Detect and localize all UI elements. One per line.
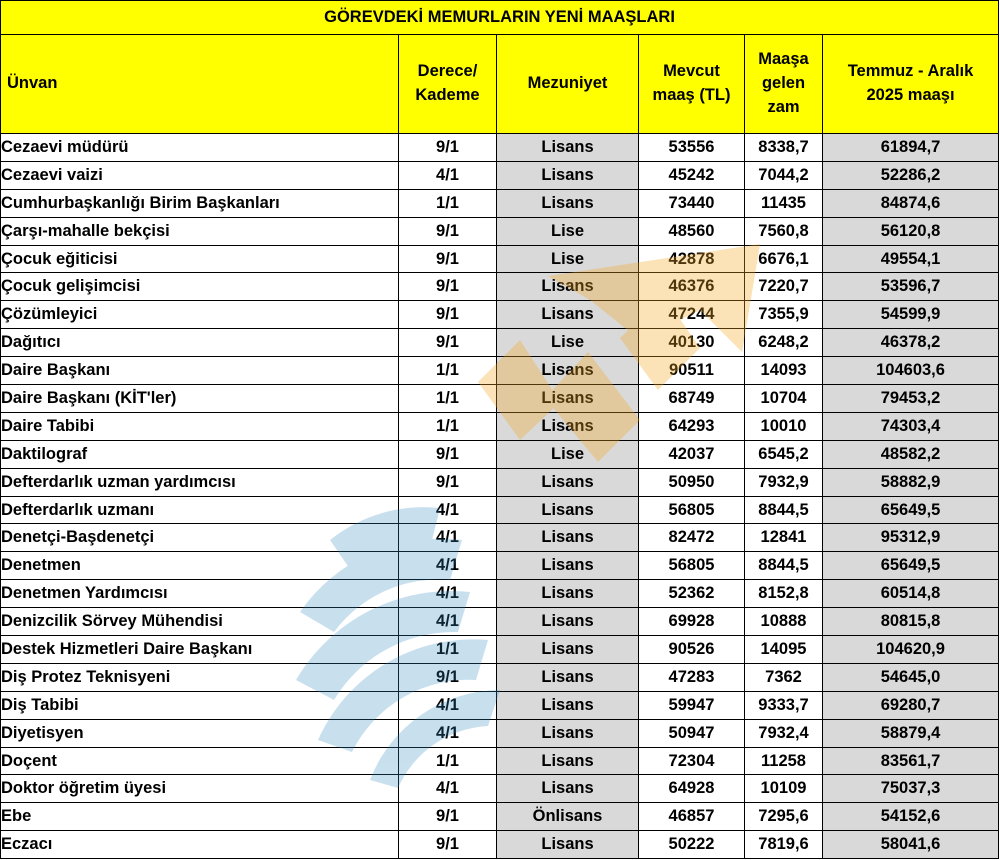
cell-current-salary: 47244 [639, 301, 745, 329]
cell-raise: 9333,7 [745, 691, 823, 719]
cell-raise: 6545,2 [745, 440, 823, 468]
cell-grade: 9/1 [399, 273, 497, 301]
cell-grade: 4/1 [399, 496, 497, 524]
cell-education: Lisans [497, 580, 639, 608]
cell-grade: 9/1 [399, 301, 497, 329]
cell-current-salary: 68749 [639, 385, 745, 413]
table-row [1, 245, 999, 273]
cell-title: Daire Başkanı [1, 357, 399, 385]
table-row [1, 663, 999, 691]
cell-raise: 7560,8 [745, 217, 823, 245]
cell-education: Lisans [497, 831, 639, 859]
cell-title: Cezaevi müdürü [1, 134, 399, 162]
cell-raise: 10704 [745, 385, 823, 413]
cell-raise: 6676,1 [745, 245, 823, 273]
cell-current-salary: 50222 [639, 831, 745, 859]
cell-title: Destek Hizmetleri Daire Başkanı [1, 636, 399, 664]
table-row [1, 301, 999, 329]
cell-education: Önlisans [497, 803, 639, 831]
cell-raise: 11258 [745, 747, 823, 775]
cell-grade: 9/1 [399, 831, 497, 859]
cell-title: Diyetisyen [1, 719, 399, 747]
cell-grade: 1/1 [399, 357, 497, 385]
cell-new-salary: 53596,7 [823, 273, 999, 301]
column-header-current-salary: Mevcut maaş (TL) [639, 35, 745, 134]
cell-new-salary: 84874,6 [823, 189, 999, 217]
cell-current-salary: 46376 [639, 273, 745, 301]
cell-grade: 1/1 [399, 412, 497, 440]
cell-grade: 9/1 [399, 440, 497, 468]
cell-grade: 4/1 [399, 608, 497, 636]
cell-title: Çözümleyici [1, 301, 399, 329]
table-row [1, 134, 999, 162]
cell-grade: 4/1 [399, 691, 497, 719]
table-row [1, 468, 999, 496]
cell-title: Çarşı-mahalle bekçisi [1, 217, 399, 245]
cell-title: Ebe [1, 803, 399, 831]
cell-raise: 6248,2 [745, 329, 823, 357]
cell-grade: 4/1 [399, 161, 497, 189]
cell-raise: 7932,4 [745, 719, 823, 747]
cell-current-salary: 69928 [639, 608, 745, 636]
cell-education: Lise [497, 440, 639, 468]
cell-raise: 8152,8 [745, 580, 823, 608]
cell-raise: 7355,9 [745, 301, 823, 329]
cell-title: Çocuk gelişimcisi [1, 273, 399, 301]
cell-education: Lisans [497, 468, 639, 496]
cell-current-salary: 50947 [639, 719, 745, 747]
cell-current-salary: 45242 [639, 161, 745, 189]
table-row [1, 357, 999, 385]
cell-education: Lisans [497, 552, 639, 580]
cell-raise: 12841 [745, 524, 823, 552]
cell-education: Lisans [497, 747, 639, 775]
column-header-new-salary: Temmuz - Aralık 2025 maaşı [823, 35, 999, 134]
cell-grade: 9/1 [399, 217, 497, 245]
cell-new-salary: 60514,8 [823, 580, 999, 608]
cell-current-salary: 42037 [639, 440, 745, 468]
cell-current-salary: 50950 [639, 468, 745, 496]
cell-education: Lisans [497, 691, 639, 719]
cell-title: Cezaevi vaizi [1, 161, 399, 189]
cell-current-salary: 48560 [639, 217, 745, 245]
cell-title: Daire Tabibi [1, 412, 399, 440]
cell-current-salary: 64928 [639, 775, 745, 803]
cell-new-salary: 48582,2 [823, 440, 999, 468]
cell-new-salary: 52286,2 [823, 161, 999, 189]
table-row [1, 412, 999, 440]
cell-education: Lise [497, 245, 639, 273]
cell-current-salary: 42878 [639, 245, 745, 273]
table-row [1, 161, 999, 189]
cell-education: Lisans [497, 608, 639, 636]
cell-current-salary: 47283 [639, 663, 745, 691]
cell-raise: 14095 [745, 636, 823, 664]
cell-grade: 4/1 [399, 524, 497, 552]
cell-title: Denetmen Yardımcısı [1, 580, 399, 608]
cell-new-salary: 54645,0 [823, 663, 999, 691]
cell-raise: 8844,5 [745, 496, 823, 524]
cell-current-salary: 90526 [639, 636, 745, 664]
column-header-raise: Maaşa gelen zam [745, 35, 823, 134]
cell-new-salary: 58882,9 [823, 468, 999, 496]
cell-new-salary: 46378,2 [823, 329, 999, 357]
table-row [1, 217, 999, 245]
table-row [1, 273, 999, 301]
cell-current-salary: 56805 [639, 496, 745, 524]
cell-education: Lisans [497, 719, 639, 747]
cell-raise: 10888 [745, 608, 823, 636]
cell-education: Lisans [497, 385, 639, 413]
cell-grade: 9/1 [399, 468, 497, 496]
table-row [1, 831, 999, 859]
cell-current-salary: 90511 [639, 357, 745, 385]
table-row [1, 385, 999, 413]
cell-new-salary: 79453,2 [823, 385, 999, 413]
cell-education: Lisans [497, 357, 639, 385]
cell-current-salary: 46857 [639, 803, 745, 831]
cell-grade: 4/1 [399, 552, 497, 580]
cell-current-salary: 82472 [639, 524, 745, 552]
table-row [1, 636, 999, 664]
cell-education: Lisans [497, 134, 639, 162]
cell-raise: 7819,6 [745, 831, 823, 859]
cell-education: Lise [497, 329, 639, 357]
cell-title: Eczacı [1, 831, 399, 859]
cell-current-salary: 52362 [639, 580, 745, 608]
cell-raise: 14093 [745, 357, 823, 385]
table-row [1, 580, 999, 608]
cell-title: Diş Tabibi [1, 691, 399, 719]
cell-education: Lisans [497, 189, 639, 217]
cell-raise: 7362 [745, 663, 823, 691]
cell-title: Daire Başkanı (KİT'ler) [1, 385, 399, 413]
cell-title: Çocuk eğiticisi [1, 245, 399, 273]
table-body [1, 134, 999, 859]
cell-new-salary: 83561,7 [823, 747, 999, 775]
table-row [1, 524, 999, 552]
cell-raise: 7932,9 [745, 468, 823, 496]
cell-title: Cumhurbaşkanlığı Birim Başkanları [1, 189, 399, 217]
cell-grade: 4/1 [399, 775, 497, 803]
cell-title: Dağıtıcı [1, 329, 399, 357]
cell-new-salary: 56120,8 [823, 217, 999, 245]
cell-title: Denetmen [1, 552, 399, 580]
cell-title: Defterdarlık uzmanı [1, 496, 399, 524]
cell-title: Diş Protez Teknisyeni [1, 663, 399, 691]
table-row [1, 440, 999, 468]
cell-current-salary: 40130 [639, 329, 745, 357]
cell-education: Lisans [497, 663, 639, 691]
cell-raise: 8844,5 [745, 552, 823, 580]
table-row [1, 496, 999, 524]
cell-new-salary: 65649,5 [823, 552, 999, 580]
cell-grade: 4/1 [399, 580, 497, 608]
table-row [1, 803, 999, 831]
column-header-title: Ünvan [1, 35, 399, 134]
cell-current-salary: 53556 [639, 134, 745, 162]
cell-grade: 1/1 [399, 636, 497, 664]
cell-current-salary: 56805 [639, 552, 745, 580]
table-title-row [1, 1, 999, 35]
cell-raise: 8338,7 [745, 134, 823, 162]
cell-education: Lisans [497, 412, 639, 440]
table-row [1, 691, 999, 719]
cell-title: Denizcilik Sörvey Mühendisi [1, 608, 399, 636]
cell-grade: 4/1 [399, 719, 497, 747]
cell-new-salary: 80815,8 [823, 608, 999, 636]
table-row [1, 719, 999, 747]
cell-raise: 10010 [745, 412, 823, 440]
cell-education: Lisans [497, 524, 639, 552]
table-row [1, 552, 999, 580]
cell-new-salary: 69280,7 [823, 691, 999, 719]
cell-raise: 11435 [745, 189, 823, 217]
cell-raise: 10109 [745, 775, 823, 803]
cell-current-salary: 73440 [639, 189, 745, 217]
cell-new-salary: 61894,7 [823, 134, 999, 162]
cell-raise: 7220,7 [745, 273, 823, 301]
cell-grade: 1/1 [399, 747, 497, 775]
cell-grade: 1/1 [399, 189, 497, 217]
cell-current-salary: 72304 [639, 747, 745, 775]
cell-new-salary: 104620,9 [823, 636, 999, 664]
cell-raise: 7044,2 [745, 161, 823, 189]
cell-education: Lisans [497, 273, 639, 301]
cell-raise: 7295,6 [745, 803, 823, 831]
cell-new-salary: 54599,9 [823, 301, 999, 329]
cell-title: Doçent [1, 747, 399, 775]
cell-new-salary: 104603,6 [823, 357, 999, 385]
table-title: GÖREVDEKİ MEMURLARIN YENİ MAAŞLARI [1, 1, 999, 35]
cell-current-salary: 59947 [639, 691, 745, 719]
cell-title: Doktor öğretim üyesi [1, 775, 399, 803]
cell-education: Lisans [497, 161, 639, 189]
column-header-grade: Derece/ Kademe [399, 35, 497, 134]
table-row [1, 189, 999, 217]
table-row [1, 775, 999, 803]
cell-current-salary: 64293 [639, 412, 745, 440]
cell-new-salary: 95312,9 [823, 524, 999, 552]
cell-title: Denetçi-Başdenetçi [1, 524, 399, 552]
cell-grade: 9/1 [399, 329, 497, 357]
cell-grade: 9/1 [399, 134, 497, 162]
cell-new-salary: 54152,6 [823, 803, 999, 831]
cell-new-salary: 49554,1 [823, 245, 999, 273]
table-row [1, 608, 999, 636]
cell-title: Daktilograf [1, 440, 399, 468]
cell-education: Lise [497, 217, 639, 245]
table-row [1, 329, 999, 357]
cell-grade: 9/1 [399, 245, 497, 273]
cell-title: Defterdarlık uzman yardımcısı [1, 468, 399, 496]
cell-education: Lisans [497, 301, 639, 329]
cell-new-salary: 58879,4 [823, 719, 999, 747]
cell-grade: 1/1 [399, 385, 497, 413]
cell-education: Lisans [497, 636, 639, 664]
cell-new-salary: 58041,6 [823, 831, 999, 859]
cell-grade: 9/1 [399, 803, 497, 831]
cell-new-salary: 75037,3 [823, 775, 999, 803]
cell-new-salary: 74303,4 [823, 412, 999, 440]
column-header-education: Mezuniyet [497, 35, 639, 134]
cell-education: Lisans [497, 496, 639, 524]
cell-grade: 9/1 [399, 663, 497, 691]
cell-education: Lisans [497, 775, 639, 803]
cell-new-salary: 65649,5 [823, 496, 999, 524]
table-row [1, 747, 999, 775]
column-header-row [1, 35, 999, 134]
